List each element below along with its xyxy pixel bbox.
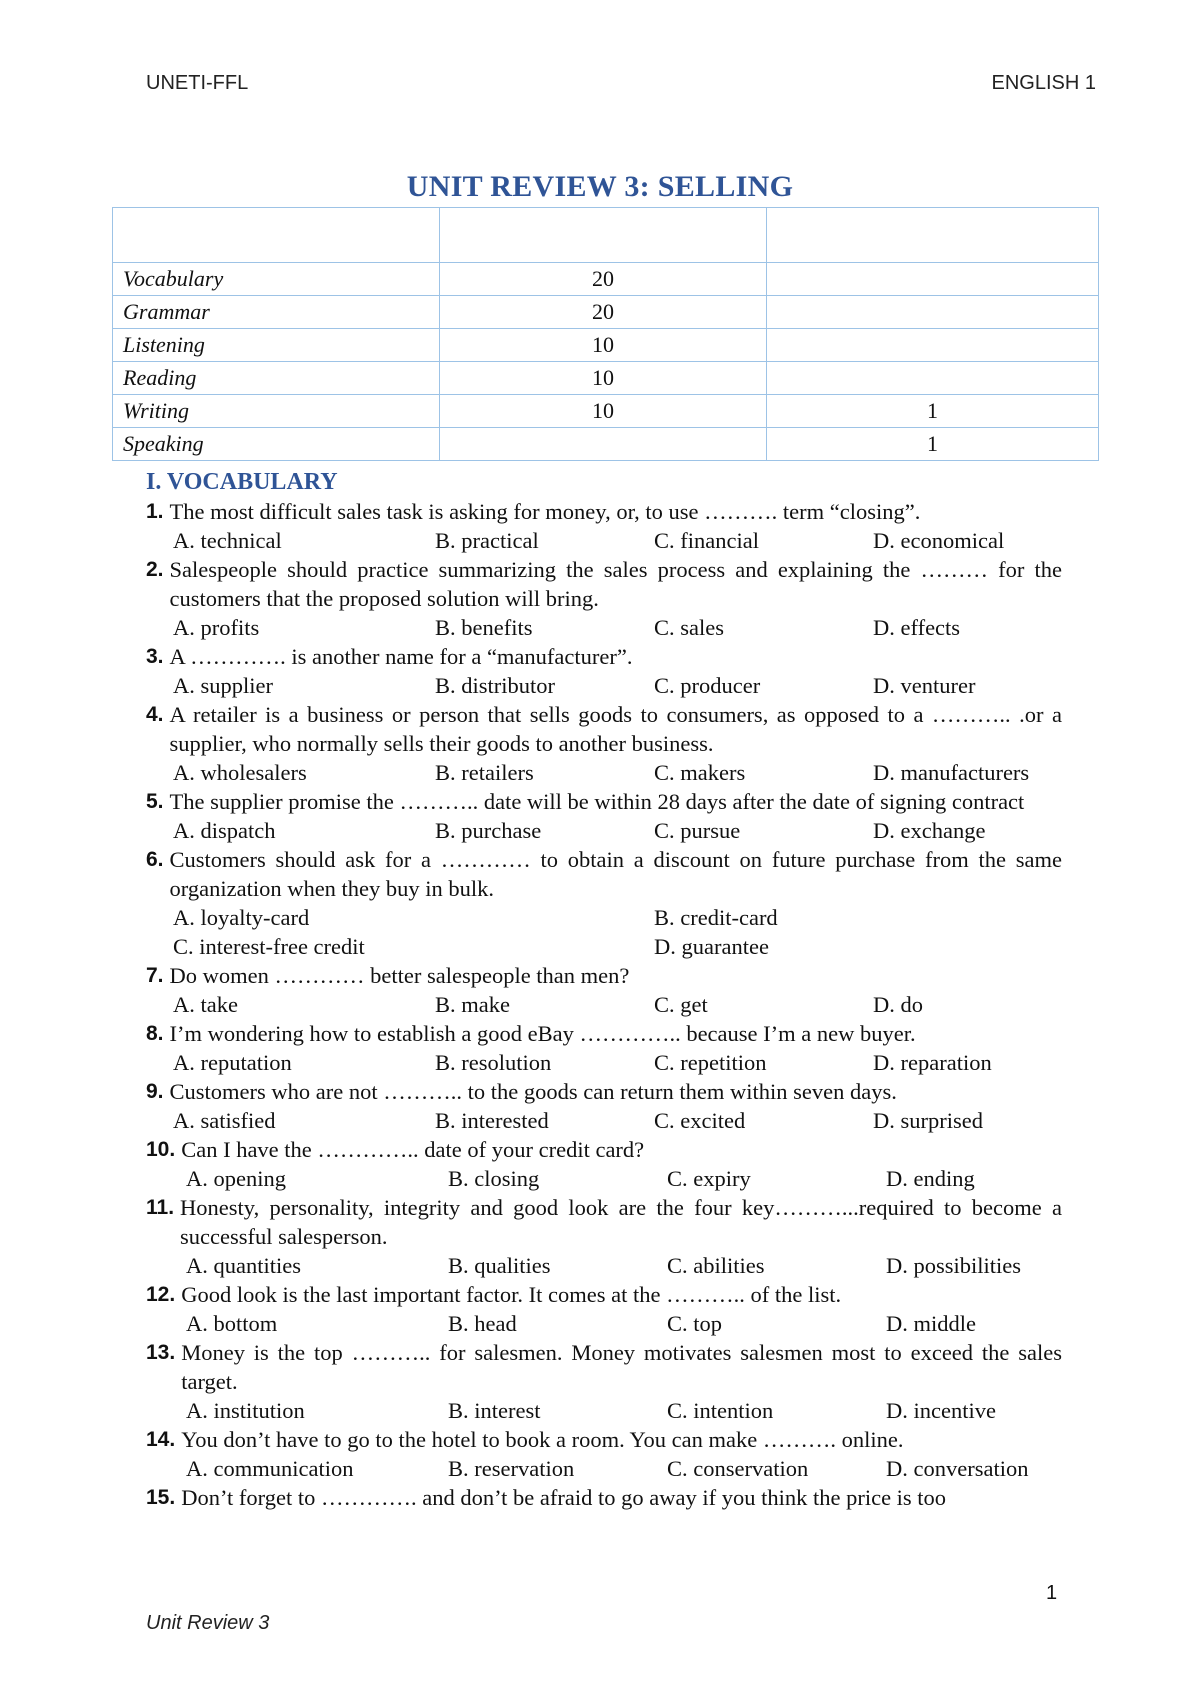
answer-option[interactable]: D. exchange — [873, 818, 986, 843]
answer-option[interactable]: C. excited — [654, 1108, 746, 1133]
answer-option[interactable]: B. purchase — [435, 818, 542, 843]
answer-option[interactable]: C. producer — [654, 673, 761, 698]
question-number: 9. — [146, 1080, 164, 1103]
table-cell — [767, 208, 1099, 263]
skill-cell: Vocabulary — [113, 263, 440, 296]
points-cell — [440, 428, 767, 461]
answer-options — [146, 671, 1062, 700]
answer-option[interactable]: B. practical — [435, 528, 539, 553]
page-title: UNIT REVIEW 3: SELLING — [406, 170, 794, 203]
table-row — [113, 329, 1099, 362]
question-number: 2. — [146, 558, 164, 581]
answer-option[interactable]: A. supplier — [173, 673, 273, 698]
question-stem — [146, 555, 1062, 613]
answer-option[interactable]: B. benefits — [435, 615, 533, 640]
answer-options — [146, 1309, 1062, 1338]
question-text: Customers should ask for a ………… to obtain a discount on future purchase from the same organization when they buy in bulk. — [169, 847, 1062, 901]
question-number: 11. — [146, 1196, 175, 1219]
answer-options — [146, 758, 1062, 787]
answer-options — [146, 1454, 1062, 1483]
question-number: 1. — [146, 500, 164, 523]
answer-options — [146, 903, 1062, 961]
answer-option[interactable]: D. effects — [873, 615, 961, 640]
question-item — [146, 700, 1062, 787]
question-text: A retailer is a business or person that sells goods to consumers, as opposed to a ……….. .or a supplier, who normally sells their goods to another business. — [169, 702, 1062, 756]
table-row — [113, 428, 1099, 461]
question-stem — [146, 642, 1062, 671]
table-row — [113, 263, 1099, 296]
answer-option[interactable]: D. possibilities — [886, 1253, 1022, 1278]
question-item — [146, 1483, 1062, 1512]
answer-option[interactable]: D. incentive — [886, 1398, 996, 1423]
question-stem — [146, 700, 1062, 758]
question-number: 12. — [146, 1283, 176, 1306]
footer-unit-label: Unit Review 3 — [146, 1612, 270, 1634]
answer-option[interactable]: B. interested — [435, 1108, 549, 1133]
question-number: 5. — [146, 790, 164, 813]
skill-cell: Grammar — [113, 296, 440, 329]
answer-option[interactable]: A. take — [173, 992, 238, 1017]
weight-cell — [767, 296, 1099, 329]
answer-option[interactable]: A. reputation — [173, 1050, 292, 1075]
weight-cell — [767, 263, 1099, 296]
question-item — [146, 1135, 1062, 1193]
answer-option[interactable]: D. do — [873, 992, 923, 1017]
answer-option[interactable]: A. institution — [186, 1398, 305, 1423]
question-stem — [146, 845, 1062, 903]
question-stem — [146, 1077, 1062, 1106]
question-text: Good look is the last important factor. It comes at the ……….. of the list. — [181, 1282, 842, 1307]
answer-option[interactable]: A. satisfied — [173, 1108, 276, 1133]
question-text: A …………. is another name for a “manufacturer”. — [169, 644, 633, 669]
answer-option[interactable]: D. manufacturers — [873, 760, 1030, 785]
question-text: You don’t have to go to the hotel to book a room. You can make ………. online. — [181, 1427, 904, 1452]
answer-option[interactable]: C. conservation — [667, 1456, 809, 1481]
answer-option[interactable]: C. expiry — [667, 1166, 751, 1191]
question-text: Honesty, personality, integrity and good look are the four key………...required to become a successful salesperson. — [180, 1195, 1062, 1249]
answer-option[interactable]: B. resolution — [435, 1050, 552, 1075]
points-cell: 20 — [440, 296, 767, 329]
question-number: 4. — [146, 703, 164, 726]
answer-option[interactable]: C. get — [654, 992, 708, 1017]
answer-options — [146, 526, 1062, 555]
question-stem — [146, 497, 1062, 526]
answer-option[interactable]: B. make — [435, 992, 510, 1017]
answer-option[interactable]: D. economical — [873, 528, 1005, 553]
answer-option[interactable]: B. interest — [448, 1398, 541, 1423]
answer-options — [146, 1164, 1062, 1193]
question-stem — [146, 1483, 1062, 1512]
points-cell: 20 — [440, 263, 767, 296]
answer-option[interactable]: A. wholesalers — [173, 760, 307, 785]
answer-option[interactable]: B. head — [448, 1311, 517, 1336]
answer-option[interactable]: B. retailers — [435, 760, 534, 785]
question-item — [146, 497, 1062, 555]
page-number: 1 — [1046, 1582, 1058, 1604]
question-item — [146, 961, 1062, 1019]
weight-cell — [767, 329, 1099, 362]
question-stem — [146, 1338, 1062, 1396]
question-stem — [146, 1280, 1062, 1309]
question-number: 6. — [146, 848, 164, 871]
table-cell — [113, 208, 440, 263]
question-item — [146, 555, 1062, 642]
table-cell — [440, 208, 767, 263]
question-text: Don’t forget to …………. and don’t be afraid to go away if you think the price is too — [181, 1485, 947, 1510]
answer-option[interactable]: C. makers — [654, 760, 746, 785]
answer-option[interactable]: D. middle — [886, 1311, 976, 1336]
answer-option[interactable]: C. financial — [654, 528, 759, 553]
answer-option[interactable]: C. intention — [667, 1398, 774, 1423]
question-item — [146, 1280, 1062, 1338]
answer-option[interactable]: A. loyalty-card — [173, 905, 310, 930]
answer-option[interactable]: A. communication — [186, 1456, 354, 1481]
answer-option[interactable]: A. dispatch — [173, 818, 276, 843]
question-stem — [146, 787, 1062, 816]
points-cell: 10 — [440, 395, 767, 428]
answer-options — [146, 613, 1062, 642]
question-text: The supplier promise the ……….. date will be within 28 days after the date of signing contract — [169, 789, 1025, 814]
answer-option[interactable]: D. venturer — [873, 673, 976, 698]
answer-options — [146, 1251, 1062, 1280]
skill-cell: Writing — [113, 395, 440, 428]
question-item — [146, 1338, 1062, 1425]
answer-options — [146, 1396, 1062, 1425]
question-item — [146, 1019, 1062, 1077]
question-stem — [146, 1425, 1062, 1454]
answer-option[interactable]: D. surprised — [873, 1108, 983, 1133]
question-number: 10. — [146, 1138, 176, 1161]
question-stem — [146, 1193, 1062, 1251]
answer-option[interactable]: C. sales — [654, 615, 724, 640]
table-row — [113, 362, 1099, 395]
question-text: The most difficult sales task is asking for money, or, to use ………. term “closing”. — [169, 499, 921, 524]
weight-cell: 1 — [767, 395, 1099, 428]
answer-option[interactable]: A. opening — [186, 1166, 286, 1191]
question-text: Do women ………… better salespeople than men? — [169, 963, 630, 988]
answer-options — [146, 1048, 1062, 1077]
question-number: 13. — [146, 1341, 176, 1364]
question-number: 14. — [146, 1428, 176, 1451]
header-right: ENGLISH 1 — [991, 72, 1096, 94]
answer-option[interactable]: D. reparation — [873, 1050, 992, 1075]
skill-cell: Listening — [113, 329, 440, 362]
answer-option[interactable]: B. reservation — [448, 1456, 575, 1481]
answer-option[interactable]: D. conversation — [886, 1456, 1029, 1481]
answer-options — [146, 990, 1062, 1019]
question-number: 8. — [146, 1022, 164, 1045]
question-stem — [146, 961, 1062, 990]
question-text: Salespeople should practice summarizing the sales process and explaining the ……… for the customers that the proposed solution will bring. — [169, 557, 1062, 611]
score-table — [112, 207, 1099, 461]
question-stem — [146, 1135, 1062, 1164]
answer-option[interactable]: B. distributor — [435, 673, 556, 698]
answer-options — [146, 1106, 1062, 1135]
section-title: I. VOCABULARY — [146, 469, 338, 495]
question-item — [146, 1193, 1062, 1280]
answer-option[interactable]: A. bottom — [186, 1311, 278, 1336]
skill-cell: Reading — [113, 362, 440, 395]
table-row — [113, 296, 1099, 329]
question-text: Customers who are not ……….. to the goods can return them within seven days. — [169, 1079, 897, 1104]
table-header-row — [113, 208, 1099, 263]
answer-option[interactable]: B. closing — [448, 1166, 540, 1191]
question-item — [146, 642, 1062, 700]
answer-option[interactable]: C. abilities — [667, 1253, 765, 1278]
header-left: UNETI-FFL — [146, 72, 249, 94]
question-text: Money is the top ……….. for salesmen. Money motivates salesmen most to exceed the sales target. — [181, 1340, 1062, 1394]
answer-option[interactable]: C. top — [667, 1311, 723, 1336]
answer-option[interactable]: B. credit-card — [654, 905, 778, 930]
content-area — [146, 467, 1062, 1512]
weight-cell — [767, 362, 1099, 395]
question-stem — [146, 1019, 1062, 1048]
points-cell: 10 — [440, 362, 767, 395]
weight-cell: 1 — [767, 428, 1099, 461]
points-cell: 10 — [440, 329, 767, 362]
question-item — [146, 787, 1062, 845]
question-number: 15. — [146, 1486, 176, 1509]
answer-option[interactable]: C. pursue — [654, 818, 741, 843]
answer-option[interactable]: D. guarantee — [654, 934, 769, 959]
answer-option[interactable]: D. ending — [886, 1166, 975, 1191]
question-text: I’m wondering how to establish a good eBay ………….. because I’m a new buyer. — [169, 1021, 916, 1046]
question-item — [146, 845, 1062, 961]
skill-cell: Speaking — [113, 428, 440, 461]
answer-option[interactable]: A. profits — [173, 615, 260, 640]
answer-option[interactable]: C. repetition — [654, 1050, 767, 1075]
question-list — [146, 497, 1062, 1512]
answer-option[interactable]: A. quantities — [186, 1253, 301, 1278]
question-text: Can I have the ………….. date of your credit card? — [181, 1137, 645, 1162]
answer-option[interactable]: C. interest-free credit — [173, 934, 365, 959]
question-number: 7. — [146, 964, 164, 987]
answer-options — [146, 816, 1062, 845]
answer-option[interactable]: A. technical — [173, 528, 282, 553]
question-number: 3. — [146, 645, 164, 668]
answer-option[interactable]: B. qualities — [448, 1253, 551, 1278]
table-row — [113, 395, 1099, 428]
question-item — [146, 1077, 1062, 1135]
question-item — [146, 1425, 1062, 1483]
